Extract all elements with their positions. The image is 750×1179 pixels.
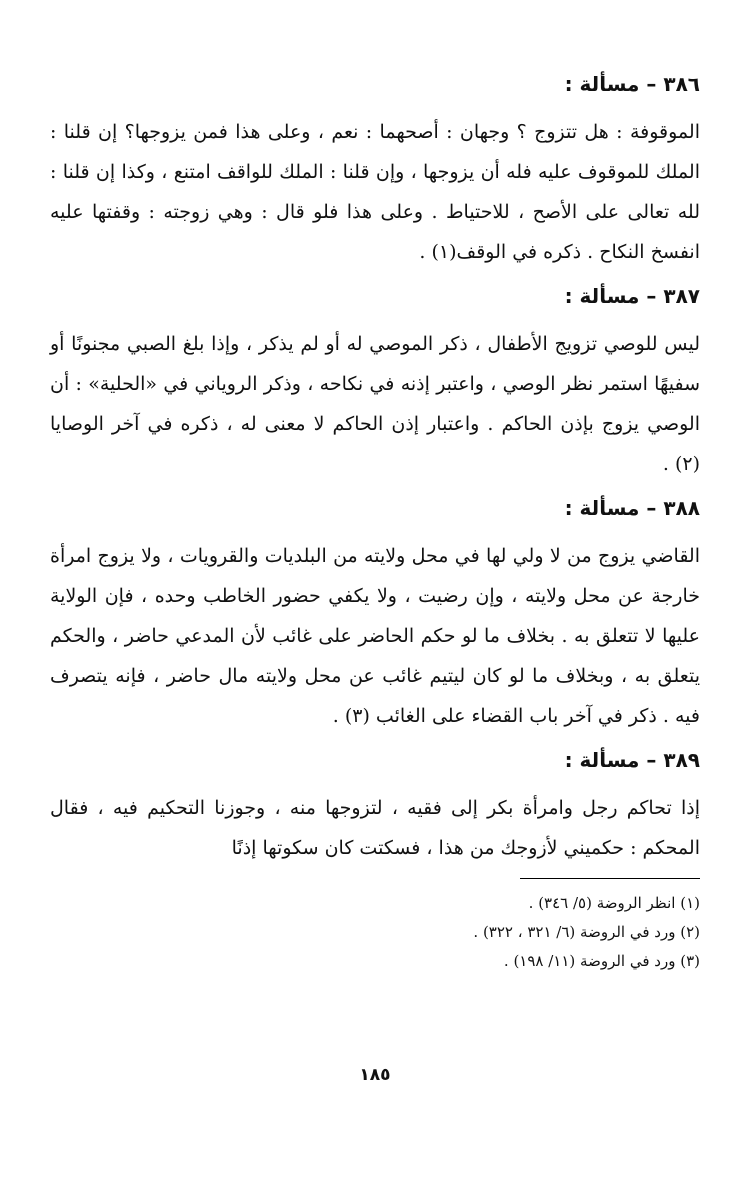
footnote-item: (٣) ورد في الروضة (١١/ ١٩٨) . xyxy=(503,952,700,970)
section-heading: ٣٨٨ – مسألة : xyxy=(564,496,700,520)
page-number: ١٨٥ xyxy=(359,1065,391,1085)
section-386 xyxy=(50,70,700,272)
section-text: الموقوفة : هل تتزوج ؟ وجهان : أصحهما : نعم ، وعلى هذا فمن يزوجها؟ إن قلنا : الملك للموقوف عليه فله أن يزوجها ، وإن قلنا : الملك للواقف امتنع ، وكذا إن قلنا : لله تعالى على الأصح ، للاحتياط . وعلى هذا فلو قال : وهي زوجته : وقفتها عليه انفسخ النكاح . ذكره في الوقف(١) . xyxy=(50,121,700,263)
section-text: القاضي يزوج من لا ولي لها في محل ولايته من البلديات والقرويات ، ولا يزوج امرأة خارجة عن محل ولايته ، وإن رضيت ، ولا يكفي حضور الخاطب وحده ، فإن الولاية عليها لا تتعلق به . بخلاف ما لو حكم الحاضر على غائب لأن المدعي حاضر ، والحكم يتعلق به ، وبخلاف ما لو كان ليتيم غائب عن محل ولايته مال حاضر ، فإنه يتصرف فيه . ذكر في آخر باب القضاء على الغائب (٣) . xyxy=(50,545,700,727)
section-388 xyxy=(50,494,700,736)
page-body xyxy=(50,70,700,1110)
footnote-item: (١) انظر الروضة (٥/ ٣٤٦) . xyxy=(528,894,700,912)
footnote-separator xyxy=(520,878,700,879)
section-text: إذا تحاكم رجل وامرأة بكر إلى فقيه ، لتزوجها منه ، وجوزنا التحكيم فيه ، فقال المحكم : حكميني لأزوجك من هذا ، فسكتت كان سكوتها إذنًا xyxy=(50,797,700,859)
section-389 xyxy=(50,746,700,868)
section-heading: ٣٨٧ – مسألة : xyxy=(564,284,700,308)
section-heading: ٣٨٩ – مسألة : xyxy=(564,748,700,772)
section-text: ليس للوصي تزويج الأطفال ، ذكر الموصي له أو لم يذكر ، وإذا بلغ الصبي مجنونًا أو سفيهًا استمر نظر الوصي ، واعتبر إذنه في نكاحه ، وذكر الروياني في «الحلية» : أن الوصي يزوج بإذن الحاكم . واعتبار إذن الحاكم لا معنى له ، ذكره في آخر الوصايا (٢) . xyxy=(50,333,700,475)
section-heading: ٣٨٦ – مسألة : xyxy=(564,72,700,96)
footnotes xyxy=(50,889,700,976)
section-387 xyxy=(50,282,700,484)
footnote-item: (٢) ورد في الروضة (٦/ ٣٢١ ، ٣٢٢) . xyxy=(473,923,700,941)
